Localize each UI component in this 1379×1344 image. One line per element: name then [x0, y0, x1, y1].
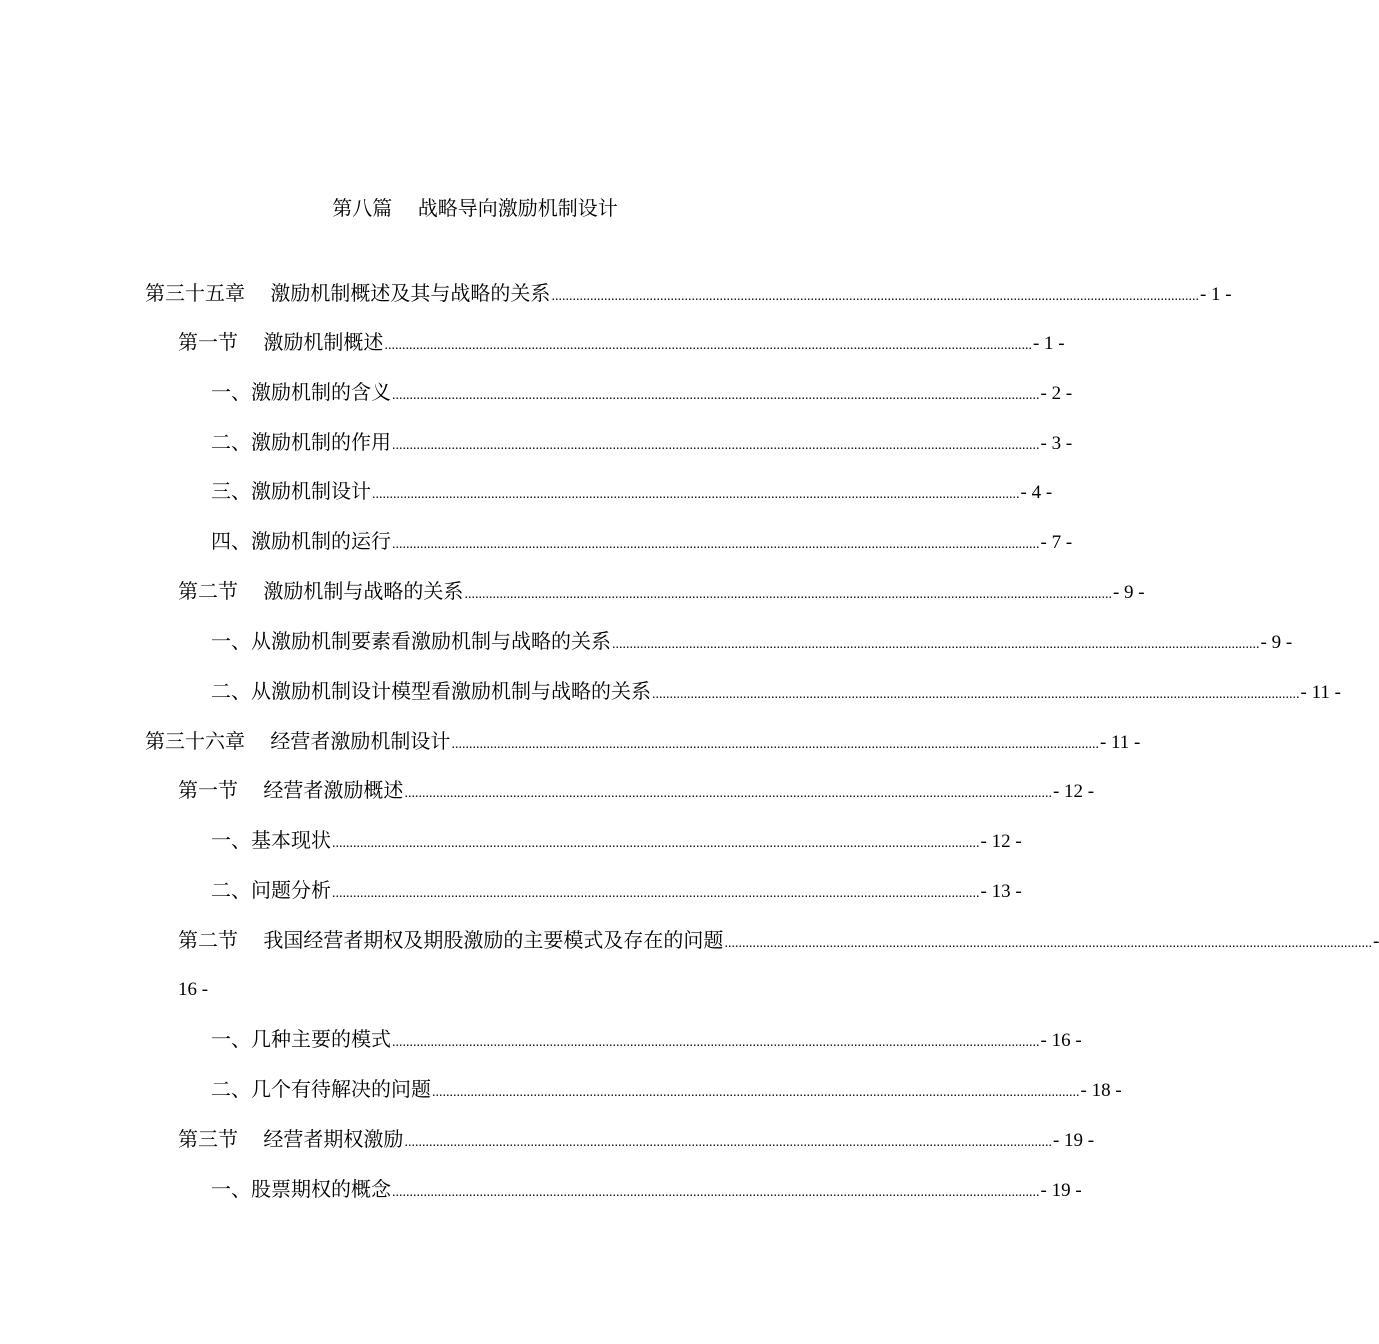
toc-entry-page: - 7 - [1040, 532, 1073, 553]
toc-entry-title: 第二节 激励机制与战略的关系 [178, 579, 464, 603]
toc-entry-title: 一、基本现状 [211, 828, 331, 852]
toc-entry[interactable] [178, 775, 1095, 805]
toc-entry[interactable] [178, 576, 1145, 606]
toc-entry-title: 二、问题分析 [211, 878, 331, 902]
toc-entry-page: - 19 - [1052, 1130, 1095, 1151]
toc-dot-leader: ......................................................................................................................................................................................... [612, 637, 1260, 652]
toc-dot-leader: ......................................................................................................................................................................................... [372, 487, 1020, 502]
toc-entry-title: 二、几个有待解决的问题 [211, 1077, 431, 1101]
toc-entry[interactable] [211, 1174, 1082, 1204]
toc-entry-title: 一、激励机制的含义 [211, 380, 391, 404]
toc-entry-page: - 4 - [1020, 482, 1053, 503]
toc-entry[interactable] [145, 278, 1232, 308]
toc-entry-page: - 12 - [1052, 781, 1095, 802]
toc-entry[interactable] [211, 1074, 1122, 1104]
part-title: 第八篇 战略导向激励机制设计 [332, 196, 618, 220]
toc-entry[interactable] [211, 875, 1022, 905]
toc-entry-page: - 16 - [1040, 1030, 1082, 1051]
toc-entry[interactable] [211, 626, 1293, 656]
toc-entry[interactable] [211, 476, 1053, 506]
toc-entry-title: 第二节 我国经营者期权及期股激励的主要模式及存在的问题 [178, 928, 724, 952]
toc-entry[interactable] [211, 1024, 1082, 1054]
toc-entry[interactable] [178, 925, 1379, 955]
toc-entry-title: 一、几种主要的模式 [211, 1027, 391, 1051]
toc-entry[interactable] [145, 726, 1141, 756]
toc-dot-leader: ......................................................................................................................................................................................... [551, 289, 1199, 304]
toc-entry-page: - 1 - [1032, 333, 1065, 354]
toc-entry[interactable] [211, 825, 1022, 855]
toc-dot-leader: ......................................................................................................................................................................................... [392, 537, 1040, 552]
toc-entry-title: 第三十六章 经营者激励机制设计 [145, 729, 451, 753]
toc-dot-leader: ......................................................................................................................................................................................... [404, 786, 1052, 801]
toc-entry[interactable] [211, 377, 1073, 407]
toc-entry-title: 四、激励机制的运行 [211, 529, 391, 553]
toc-entry[interactable] [211, 526, 1073, 556]
toc-entry-page: - 3 - [1040, 433, 1073, 454]
toc-entry-page: - 11 - [1300, 682, 1341, 703]
toc-entry-page: - 9 - [1112, 582, 1145, 603]
toc-dot-leader: ......................................................................................................................................................................................... [392, 1185, 1040, 1200]
toc-entry[interactable] [178, 327, 1065, 357]
toc-dot-leader: ......................................................................................................................................................................................... [404, 1135, 1052, 1150]
toc-dot-leader: ......................................................................................................................................................................................... [652, 687, 1300, 702]
toc-entry-title: 一、股票期权的概念 [211, 1177, 391, 1201]
toc-entry-page: - [1372, 931, 1379, 952]
toc-dot-leader: ......................................................................................................................................................................................... [724, 936, 1372, 951]
toc-entry-title: 二、从激励机制设计模型看激励机制与战略的关系 [211, 679, 651, 703]
toc-entry[interactable] [211, 427, 1073, 457]
toc-entry-title: 一、从激励机制要素看激励机制与战略的关系 [211, 629, 611, 653]
toc-entry-title: 第一节 激励机制概述 [178, 330, 384, 354]
toc-dot-leader: ......................................................................................................................................................................................... [451, 737, 1099, 752]
toc-dot-leader: ......................................................................................................................................................................................... [392, 1035, 1040, 1050]
toc-dot-leader: ......................................................................................................................................................................................... [392, 438, 1040, 453]
toc-entry-page: - 12 - [980, 831, 1022, 852]
toc-entry-page: - 13 - [980, 881, 1022, 902]
toc-dot-leader: ......................................................................................................................................................................................... [332, 836, 980, 851]
toc-entry[interactable] [211, 676, 1341, 706]
toc-dot-leader: ......................................................................................................................................................................................... [384, 338, 1032, 353]
toc-entry-page-continued: 16 - [178, 979, 209, 1000]
toc-entry-title: 第三十五章 激励机制概述及其与战略的关系 [145, 281, 551, 305]
toc-dot-leader: ......................................................................................................................................................................................... [392, 388, 1040, 403]
toc-entry-page: - 11 - [1099, 732, 1141, 753]
toc-entry-title: 二、激励机制的作用 [211, 430, 391, 454]
toc-entry-page: - 2 - [1040, 383, 1073, 404]
toc-entry-page: - 9 - [1260, 632, 1293, 653]
toc-entry-page: - 1 - [1199, 284, 1232, 305]
toc-entry[interactable] [178, 1124, 1095, 1154]
toc-entry-page: - 19 - [1040, 1180, 1082, 1201]
toc-dot-leader: ......................................................................................................................................................................................... [332, 886, 980, 901]
toc-dot-leader: ......................................................................................................................................................................................... [464, 587, 1112, 602]
toc-entry-title: 三、激励机制设计 [211, 479, 371, 503]
toc-entry-title: 第三节 经营者期权激励 [178, 1127, 404, 1151]
toc-dot-leader: ......................................................................................................................................................................................... [432, 1085, 1080, 1100]
toc-entry-title: 第一节 经营者激励概述 [178, 778, 404, 802]
toc-entry-page: - 18 - [1080, 1080, 1122, 1101]
